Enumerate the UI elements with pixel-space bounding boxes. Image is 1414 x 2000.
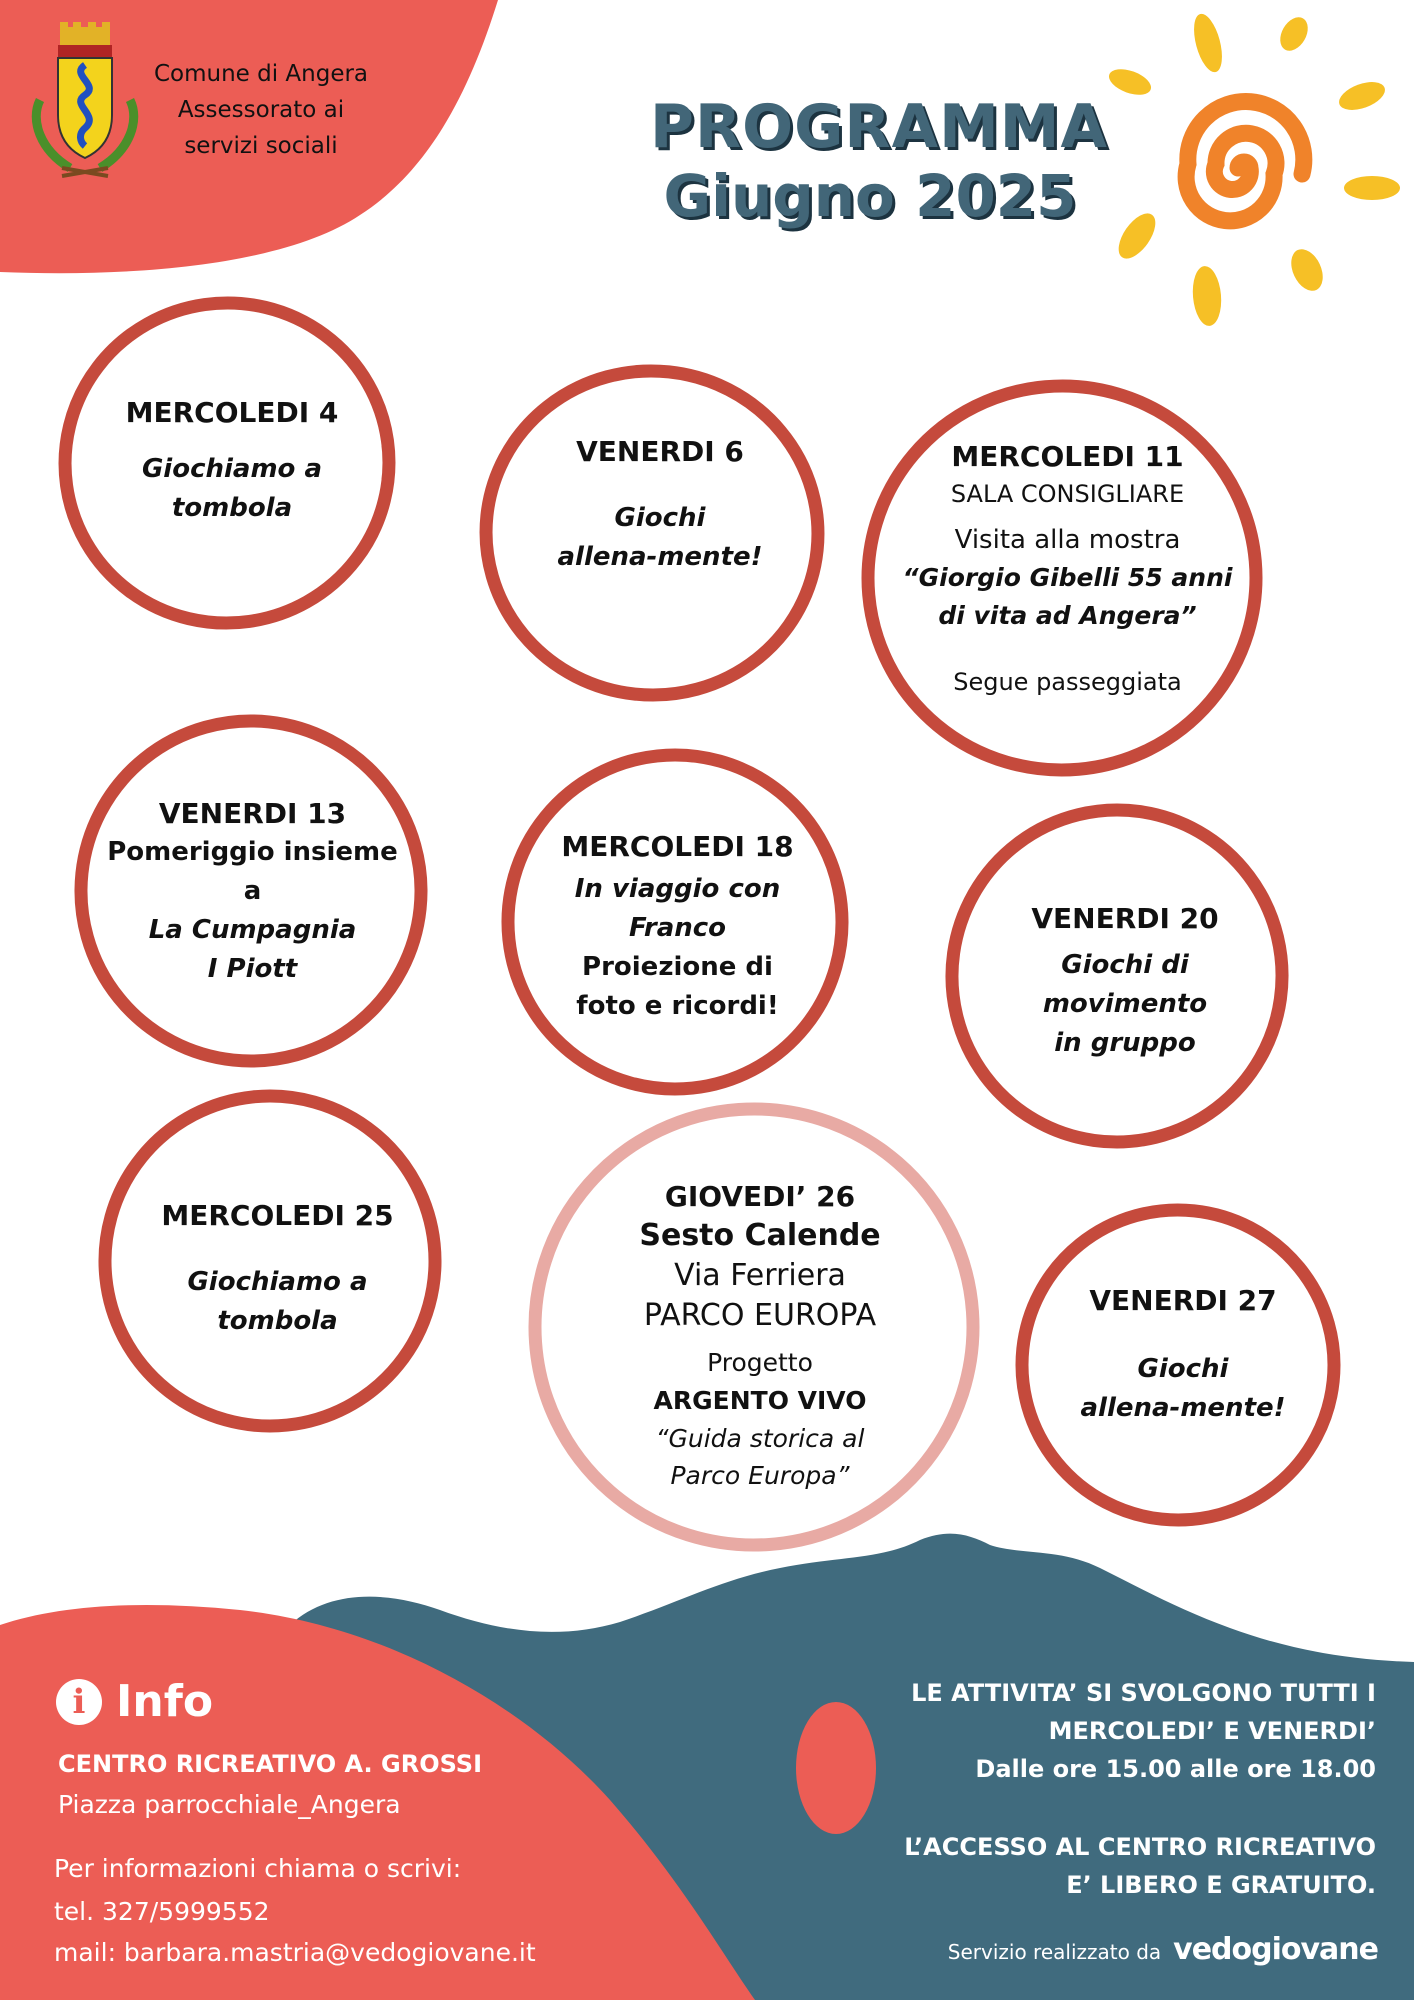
info-heading	[56, 1676, 213, 1727]
contact-intro: Per informazioni chiama o scrivi:	[54, 1854, 462, 1883]
access-line-2: E’ LIBERO E GRATUITO.	[1066, 1871, 1376, 1899]
center-address: Piazza parrocchiale_Angera	[58, 1790, 401, 1819]
schedule-info	[816, 1674, 1376, 1788]
event-line: Franco	[628, 913, 727, 943]
event-9	[1048, 1282, 1318, 1428]
event-day: MERCOLEDI 25	[161, 1199, 394, 1232]
org-line-1: Comune di Angera	[153, 61, 369, 87]
event-line: “Giorgio Gibelli 55 anni	[902, 563, 1233, 592]
event-line: Visita alla mostra	[954, 525, 1181, 555]
event-line: Giochi	[614, 503, 706, 533]
event-line: Segue passeggiata	[953, 668, 1182, 696]
brand-logo: vedogiovane	[1173, 1932, 1378, 1967]
event-2	[525, 433, 795, 577]
event-line: “Guida storica al	[655, 1424, 865, 1453]
event-8	[600, 1178, 920, 1494]
schedule-line-1: LE ATTIVITA’ SI SVOLGONO TUTTI I	[911, 1679, 1376, 1707]
event-line: a	[243, 876, 262, 906]
info-title: Info	[116, 1676, 214, 1727]
organization-name	[126, 56, 396, 164]
event-day: MERCOLEDI 18	[561, 830, 794, 863]
event-line: PARCO EUROPA	[643, 1298, 877, 1333]
sun-icon	[1106, 11, 1400, 327]
event-line: in gruppo	[1054, 1028, 1196, 1058]
event-line: Pomeriggio insieme	[107, 837, 398, 867]
event-line: tombola	[217, 1306, 338, 1336]
contact-phone[interactable]: tel. 327/5999552	[54, 1897, 270, 1926]
event-day: VENERDI 6	[576, 435, 744, 468]
event-line: allena-mente!	[557, 542, 763, 572]
event-line: di vita ad Angera”	[938, 601, 1197, 630]
info-icon: i	[56, 1679, 102, 1725]
event-4	[100, 795, 405, 989]
event-line: In viaggio con	[574, 874, 781, 904]
center-name: CENTRO RICREATIVO A. GROSSI	[58, 1750, 483, 1778]
schedule-hours: Dalle ore 15.00 alle ore 18.00	[975, 1755, 1376, 1783]
event-1	[97, 394, 367, 528]
event-day: GIOVEDI’ 26	[664, 1180, 856, 1213]
event-6	[990, 900, 1260, 1063]
event-line: Proiezione di	[582, 952, 773, 982]
event-line: Giochi di	[1061, 950, 1189, 980]
event-3	[895, 438, 1240, 701]
event-line: ARGENTO VIVO	[653, 1386, 867, 1415]
event-line: Giochiamo a	[141, 454, 323, 484]
event-place: SALA CONSIGLIARE	[950, 480, 1185, 508]
org-line-2: Assessorato ai	[177, 97, 345, 123]
event-day: VENERDI 27	[1089, 1284, 1277, 1317]
event-day: VENERDI 13	[158, 797, 347, 830]
event-line: Giochi	[1137, 1354, 1229, 1384]
event-line: Parco Europa”	[670, 1461, 850, 1490]
event-line: Progetto	[707, 1348, 813, 1377]
event-line: foto e ricordi!	[576, 991, 779, 1021]
page-title: PROGRAMMA	[650, 92, 1108, 162]
event-7	[140, 1197, 415, 1341]
event-day: MERCOLEDI 4	[125, 396, 339, 429]
footer-credit	[948, 1932, 1378, 1967]
event-line: movimento	[1042, 989, 1208, 1019]
org-line-3: servizi sociali	[184, 133, 338, 159]
contact-email[interactable]: mail: barbara.mastria@vedogiovane.it	[54, 1938, 536, 1967]
event-line: I Piott	[207, 954, 298, 984]
access-line-1: L’ACCESSO AL CENTRO RICREATIVO	[904, 1833, 1376, 1861]
event-line: Via Ferriera	[674, 1258, 846, 1293]
event-line: allena-mente!	[1080, 1393, 1286, 1423]
page-subtitle: Giugno 2025	[663, 162, 1077, 230]
event-day: VENERDI 20	[1031, 902, 1219, 935]
event-day: MERCOLEDI 11	[951, 440, 1184, 473]
schedule-line-2: MERCOLEDI’ E VENERDI’	[1048, 1717, 1376, 1745]
event-5	[540, 828, 815, 1026]
access-info	[816, 1828, 1376, 1904]
event-city: Sesto Calende	[639, 1218, 881, 1253]
event-line: La Cumpagnia	[148, 915, 357, 945]
event-line: Giochiamo a	[187, 1267, 368, 1297]
event-line: tombola	[171, 493, 293, 523]
service-label: Servizio realizzato da	[947, 1940, 1162, 1964]
